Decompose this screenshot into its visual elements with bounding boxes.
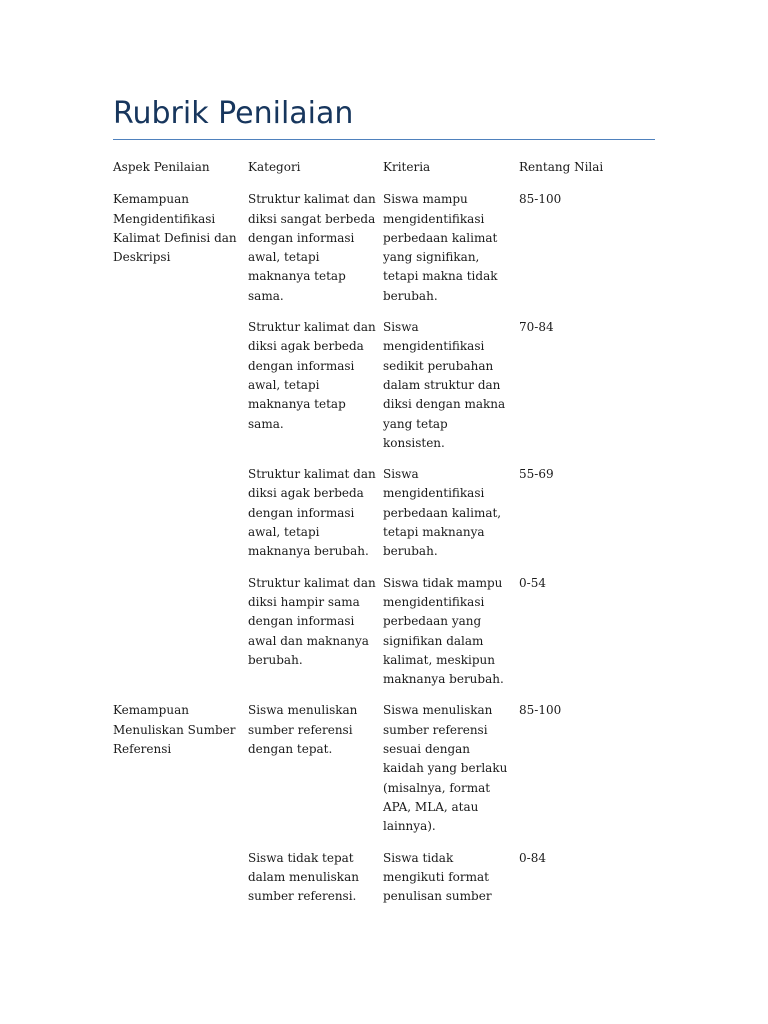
table-row bbox=[113, 465, 655, 573]
cell-kriteria: Siswa tidak mampu mengidentifikasi perbedaan yang signifikan dalam kalimat, meskipun maknanya berubah. bbox=[383, 575, 504, 687]
cell-kriteria: Siswa mengidentifikasi perbedaan kalimat, tetapi maknanya berubah. bbox=[383, 467, 502, 559]
cell-nilai: 0-54 bbox=[519, 575, 546, 590]
cell-aspek: Kemampuan Mengidentifikasi Kalimat Definisi dan Deskripsi bbox=[113, 192, 237, 265]
header-rentang-nilai: Rentang Nilai bbox=[519, 160, 604, 174]
table-row bbox=[113, 849, 655, 919]
table-row bbox=[113, 318, 655, 465]
cell-aspek bbox=[113, 465, 248, 573]
cell-nilai: 85-100 bbox=[519, 192, 562, 207]
header-aspek: Aspek Penilaian bbox=[113, 160, 210, 174]
cell-kriteria: Siswa mampu mengidentifikasi perbedaan kalimat yang signifikan, tetapi makna tidak berubah. bbox=[383, 192, 498, 303]
table-header-row bbox=[113, 155, 655, 190]
cell-aspek bbox=[113, 574, 248, 702]
table-row bbox=[113, 574, 655, 702]
cell-kriteria: Siswa menuliskan sumber referensi sesuai dengan kaidah yang berlaku (misalnya, format APA, MLA, atau lainnya). bbox=[383, 703, 508, 834]
page-title: Rubrik Penilaian bbox=[113, 96, 354, 131]
rubric-table bbox=[113, 155, 655, 918]
cell-kategori: Struktur kalimat dan diksi agak berbeda dengan informasi awal, tetapi maknanya berubah. bbox=[248, 467, 376, 559]
cell-kriteria: Siswa mengidentifikasi sedikit perubahan dalam struktur dan diksi dengan makna yang tetap konsisten. bbox=[383, 320, 506, 450]
cell-kategori: Struktur kalimat dan diksi agak berbeda dengan informasi awal, tetapi maknanya tetap sama. bbox=[248, 320, 376, 431]
cell-kategori: Siswa tidak tepat dalam menuliskan sumber referensi. bbox=[248, 850, 359, 904]
header-kriteria: Kriteria bbox=[383, 160, 431, 174]
table-row bbox=[113, 701, 655, 848]
cell-aspek: Kemampuan Menuliskan Sumber Referensi bbox=[113, 703, 236, 757]
cell-nilai: 0-84 bbox=[519, 850, 546, 865]
cell-nilai: 85-100 bbox=[519, 703, 562, 718]
table-row bbox=[113, 190, 655, 318]
header-kategori: Kategori bbox=[248, 160, 301, 174]
cell-aspek bbox=[113, 849, 248, 919]
cell-kategori: Struktur kalimat dan diksi hampir sama dengan informasi awal dan maknanya berubah. bbox=[248, 575, 376, 667]
cell-kriteria: Siswa tidak mengikuti format penulisan sumber bbox=[383, 850, 492, 904]
cell-kategori: Struktur kalimat dan diksi sangat berbeda dengan informasi awal, tetapi maknanya tetap sama. bbox=[248, 192, 376, 303]
cell-nilai: 55-69 bbox=[519, 467, 554, 482]
title-underline bbox=[113, 139, 655, 140]
cell-kategori: Siswa menuliskan sumber referensi dengan tepat. bbox=[248, 703, 358, 757]
cell-aspek bbox=[113, 318, 248, 465]
cell-nilai: 70-84 bbox=[519, 320, 554, 335]
